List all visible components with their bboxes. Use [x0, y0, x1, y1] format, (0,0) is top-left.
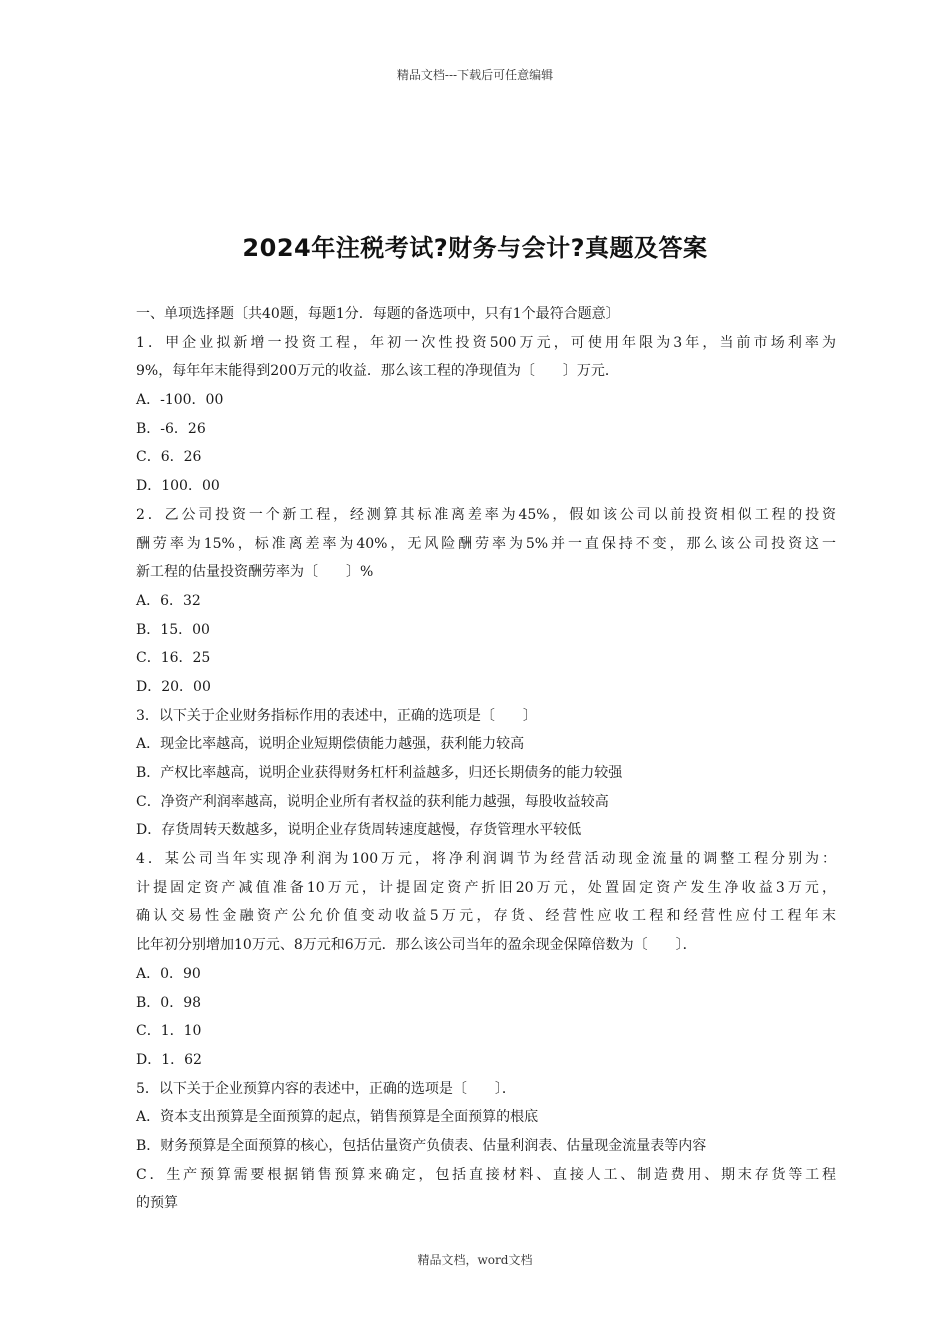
question-2-option-a: A．6．32 [136, 592, 201, 609]
question-1-option-d: D．100．00 [136, 478, 220, 495]
question-4-line-2: 计提固定资产减值准备10万元，计提固定资产折旧20万元，处置固定资产发生净收益3万元， [136, 879, 836, 896]
question-1-option-b: B．-6．26 [136, 420, 206, 437]
document-body [136, 300, 836, 1218]
question-5-option-c-line-1: C．生产预算需要根据销售预算来确定，包括直接材料、直接人工、制造费用、期末存货等工程 [136, 1166, 836, 1183]
page-footer: 精品文档，word文档 [417, 1253, 533, 1267]
question-3-option-c: C．净资产利润率越高，说明企业所有者权益的获利能力越强，每股收益较高 [136, 793, 609, 810]
question-4-line-3: 确认交易性金融资产公允价值变动收益5万元，存货、经营性应收工程和经营性应付工程年末 [136, 908, 836, 925]
question-4-option-b: B．0．98 [136, 994, 202, 1011]
section-heading: 一、单项选择题〔共40题，每题1分．每题的备选项中，只有1个最符合题意〕 [136, 306, 620, 322]
page-header: 精品文档---下载后可任意编辑 [396, 68, 554, 82]
question-4-line-4: 比年初分别增加10万元、8万元和6万元．那么该公司当年的盈余现金保障倍数为〔 〕． [136, 937, 697, 954]
question-3-option-a: A．现金比率越高，说明企业短期偿债能力越强，获利能力较高 [136, 736, 525, 753]
question-1-line-2: 9%，每年年末能得到200万元的收益．那么该工程的净现值为〔 〕万元． [136, 363, 619, 380]
question-1-option-a: A．-100．00 [136, 392, 224, 409]
question-2-option-d: D．20．00 [136, 678, 211, 695]
question-1-option-c: C．6．26 [136, 449, 202, 466]
question-3-option-d: D．存货周转天数越多，说明企业存货周转速度越慢，存货管理水平较低 [136, 822, 582, 839]
question-2-option-c: C．16．25 [136, 650, 211, 667]
question-4-option-a: A．0．90 [136, 965, 201, 982]
document-title: 2024年注税考试?财务与会计?真题及答案 [242, 234, 708, 262]
question-4-line-1: 4．某公司当年实现净利润为100万元，将净利润调节为经营活动现金流量的调整工程分别为： [136, 851, 836, 868]
question-5-option-a: A．资本支出预算是全面预算的起点，销售预算是全面预算的根底 [136, 1109, 539, 1126]
question-2-line-3: 新工程的估量投资酬劳率为〔 〕% [136, 564, 374, 581]
question-2-line-1: 2．乙公司投资一个新工程，经测算其标准离差率为45%，假如该公司以前投资相似工程的投资 [136, 506, 836, 523]
question-4-option-c: C．1．10 [136, 1023, 202, 1040]
question-1-line-1: 1．甲企业拟新增一投资工程，年初一次性投资500万元，可使用年限为3年，当前市场利率为 [136, 334, 836, 351]
question-4-option-d: D．1．62 [136, 1051, 202, 1068]
question-5-stem: 5．以下关于企业预算内容的表述中，正确的选项是〔 〕． [136, 1080, 516, 1097]
question-5-option-c-line-2: 的预算 [136, 1195, 178, 1212]
question-5-option-b: B．财务预算是全面预算的核心，包括估量资产负债表、估量利润表、估量现金流量表等内容 [136, 1137, 707, 1154]
question-3-option-b: B．产权比率越高，说明企业获得财务杠杆利益越多，归还长期债务的能力较强 [136, 765, 623, 781]
question-2-line-2: 酬劳率为15%，标准离差率为40%，无风险酬劳率为5%并一直保持不变，那么该公司投资这一 [136, 535, 836, 552]
question-3-stem: 3．以下关于企业财务指标作用的表述中，正确的选项是〔 〕 [136, 707, 537, 724]
question-2-option-b: B．15．00 [136, 621, 210, 638]
